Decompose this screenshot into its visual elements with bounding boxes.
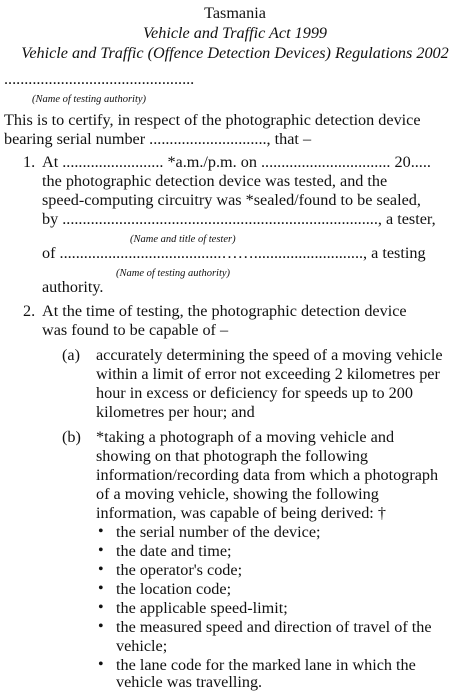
bullet-item: the operator's code; bbox=[116, 561, 243, 579]
item-2a-label: (a) bbox=[62, 346, 80, 364]
bullet-icon: • bbox=[98, 618, 104, 635]
item-2a-line: within a limit of error not exceeding 2 kilometres per bbox=[96, 365, 440, 383]
item-1-line-6: authority. bbox=[42, 278, 104, 296]
testing-authority-caption: (Name of testing authority) bbox=[116, 268, 231, 279]
bullet-item: the measured speed and direction of travel of the bbox=[116, 618, 432, 636]
item-1-number: 1. bbox=[23, 153, 36, 171]
jurisdiction-heading: Tasmania bbox=[204, 4, 266, 22]
item-2b-line: showing on that photograph the following bbox=[96, 447, 369, 465]
item-2-number: 2. bbox=[23, 302, 36, 320]
bullet-item: the location code; bbox=[116, 580, 232, 598]
bullet-icon: • bbox=[98, 656, 104, 673]
item-2a-line: kilometres per hour; and bbox=[96, 403, 255, 421]
intro-line-2: bearing serial number ............................., that – bbox=[4, 130, 312, 148]
bullet-icon: • bbox=[98, 523, 104, 540]
bullet-item: the serial number of the device; bbox=[116, 523, 321, 541]
item-1-line-3: speed-computing circuitry was *sealed/found to be sealed, bbox=[42, 191, 421, 209]
act-title: Vehicle and Traffic Act 1999 bbox=[142, 24, 328, 42]
item-2a-line: accurately determining the speed of a moving vehicle bbox=[96, 346, 443, 364]
item-2b-label: (b) bbox=[62, 428, 81, 446]
regulations-title: Vehicle and Traffic (Offence Detection Devices) Regulations 2002 bbox=[21, 44, 449, 62]
item-2b-line: of a moving vehicle, showing the following bbox=[96, 485, 379, 503]
bullet-item-continued: vehicle; bbox=[116, 637, 168, 655]
item-1-line-2: the photographic detection device was tested, and the bbox=[42, 172, 388, 190]
item-2-line-2: was found to be capable of – bbox=[42, 321, 229, 339]
bullet-item-continued: vehicle was travelling. bbox=[116, 673, 263, 691]
item-2a-line: hour in excess or deficiency for speeds up to 200 bbox=[96, 384, 413, 402]
bullet-icon: • bbox=[98, 599, 104, 616]
item-2b-line: information, was capable of being derived: † bbox=[96, 504, 386, 522]
bullet-icon: • bbox=[98, 580, 104, 597]
bullet-icon: • bbox=[98, 561, 104, 578]
authority-name-blank: ............................................... bbox=[4, 70, 195, 88]
item-1-line-4: by .............................................................................., a tester, bbox=[42, 210, 436, 228]
bullet-item: the date and time; bbox=[116, 542, 232, 560]
bullet-item: the applicable speed-limit; bbox=[116, 599, 288, 617]
item-1-line-5: of ........................................……..........................., a testing bbox=[42, 244, 426, 262]
tester-caption: (Name and title of tester) bbox=[130, 234, 236, 245]
item-2b-line: information/recording data from which a photograph bbox=[96, 466, 439, 484]
item-2-line-1: At the time of testing, the photographic detection device bbox=[42, 302, 407, 320]
item-1-line-1: At ......................... *a.m./p.m. on ................................ 20..... bbox=[42, 153, 431, 171]
intro-line-1: This is to certify, in respect of the photographic detection device bbox=[4, 111, 421, 129]
item-2b-line: *taking a photograph of a moving vehicle and bbox=[96, 428, 395, 446]
authority-name-caption: (Name of testing authority) bbox=[32, 94, 147, 105]
bullet-icon: • bbox=[98, 542, 104, 559]
bullet-item: the lane code for the marked lane in which the bbox=[116, 656, 416, 674]
